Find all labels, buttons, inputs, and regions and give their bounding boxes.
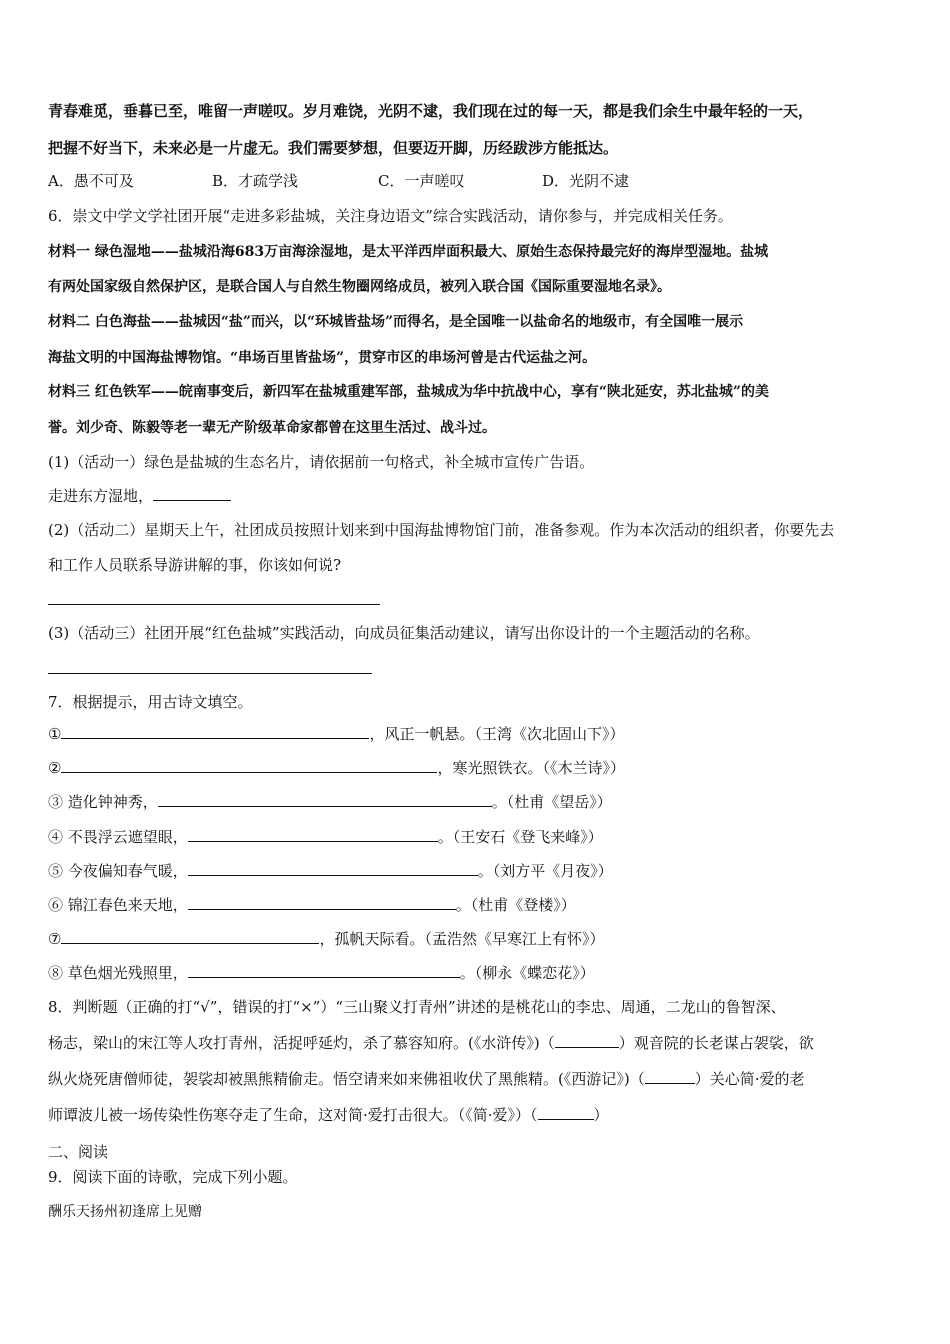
option-b[interactable]: B．才疏学浅: [212, 172, 299, 190]
q6-material-3b: 誉。刘少奇、陈毅等老一辈无产阶级革命家都曾在这里生活过、战斗过。: [48, 420, 496, 436]
q6-sub2b: 和工作人员联系导游讲解的事，你该如何说?: [48, 556, 342, 574]
q7-item-7-pre: ⑦: [48, 930, 62, 948]
q8-line-3-tail: ）关心简·爱的老: [694, 1070, 805, 1088]
q7-item-8-post: 。（柳永《蝶恋花》）: [459, 964, 595, 982]
q7-item-3-pre: ③ 造化钟神秀，: [48, 793, 158, 811]
poem-title: 酬乐天扬州初逢席上见赠: [48, 1204, 202, 1220]
q6-sub2-answer-blank[interactable]: [48, 604, 380, 605]
option-d[interactable]: D．光阴不逮: [542, 172, 630, 190]
q8-line-2: [48, 1032, 814, 1054]
q7-item-4-post: 。（王安石《登飞来峰》）: [437, 828, 603, 846]
q7-item-3-blank[interactable]: [158, 792, 492, 807]
q6-intro: 6．崇文中学文学社团开展“走进多彩盐城，关注身边语文”综合实践活动，请你参与，并完成相关任务。: [48, 207, 733, 225]
q6-material-3a: 材料三 红色铁军——皖南事变后，新四军在盐城重建军部，盐城成为华中抗战中心，享有“陕北延安，苏北盐城”的美: [48, 384, 769, 400]
q6-material-1a: 材料一 绿色湿地——盐城沿海683万亩海涂湿地，是太平洋西岸面积最大、原始生态保持最完好的海岸型湿地。盐城: [48, 244, 769, 260]
passage-line-2: 把握不好当下，未来必是一片虚无。我们需要梦想，但要迈开脚，历经跋涉方能抵达。: [48, 139, 619, 157]
q7-item-6-pre: ⑥ 锦江春色来天地，: [48, 896, 188, 914]
q6-sub3: (3)（活动三）社团开展“红色盐城”实践活动，向成员征集活动建议，请写出你设计的一个主题活动的名称。: [48, 624, 760, 642]
q7-item-4-blank[interactable]: [188, 827, 438, 842]
section-2-title: 二、阅读: [48, 1143, 109, 1161]
q9-intro: 9．阅读下面的诗歌，完成下列小题。: [48, 1168, 298, 1186]
q7-intro: 7．根据提示，用古诗文填空。: [48, 693, 253, 711]
q7-item-3-post: 。（杜甫《望岳》）: [491, 793, 612, 811]
q8-line-1: 8．判断题（正确的打“√”，错误的打“×”）“三山聚义打青州”讲述的是桃花山的李忠、周通，二龙山的鲁智深、: [48, 998, 786, 1016]
q6-sub1-answer-line: [48, 485, 231, 507]
q7-item-7: [48, 928, 604, 950]
q7-item-5-blank[interactable]: [188, 861, 478, 876]
q6-sub1: (1)（活动一）绿色是盐城的生态名片，请依据前一句格式，补全城市宣传广告语。: [48, 453, 595, 471]
q8-line-3: [48, 1068, 805, 1090]
q8-line-4-text: 师谭波儿被一场传染性伤寒夺走了生命，这对简·爱打击很大。（《简·爱》）（: [48, 1106, 538, 1124]
q6-material-2a: 材料二 白色海盐——盐城因“盐”而兴，以“环城皆盐场”而得名，是全国唯一以盐命名的地级市，有全国唯一展示: [48, 314, 744, 330]
q7-item-2-blank[interactable]: [61, 758, 437, 773]
option-c[interactable]: C．一声嗟叹: [378, 172, 465, 190]
q7-item-7-blank[interactable]: [61, 929, 319, 944]
option-a[interactable]: A．愚不可及: [48, 172, 134, 190]
q8-line-2-text: 杨志，梁山的宋江等人攻打青州，活捉呼延灼，杀了慕容知府。(《水浒传》)（: [48, 1034, 555, 1052]
q7-item-3: [48, 791, 612, 813]
q7-item-1-pre: ①: [48, 725, 62, 743]
q7-item-6-blank[interactable]: [188, 895, 456, 910]
q7-item-4: [48, 826, 603, 848]
q6-material-1b: 有两处国家级自然保护区，是联合国人与自然生物圈网络成员，被列入联合国《国际重要湿地名录》。: [48, 279, 671, 295]
q8-line-3-text: 纵火烧死唐僧师徒，袈裟却被黑熊精偷走。悟空请来如来佛祖收伏了黑熊精。(《西游记》)（: [48, 1070, 645, 1088]
q6-material-2b: 海盐文明的中国海盐博物馆。“串场百里皆盐场”，贯穿市区的串场河曾是古代运盐之河。: [48, 350, 597, 366]
q6-sub2a: (2)（活动二）星期天上午，社团成员按照计划来到中国海盐博物馆门前，准备参观。作为本次活动的组织者，你要先去: [48, 521, 835, 539]
q7-item-1: [48, 723, 624, 745]
q8-line-4-tail: ）: [593, 1106, 609, 1124]
q7-item-5-pre: ⑤ 今夜偏知春气暖，: [48, 862, 188, 880]
q7-item-7-post: ，孤帆天际看。（孟浩然《早寒江上有怀》）: [319, 930, 605, 948]
q7-item-2: [48, 757, 625, 779]
q7-item-1-post: ，风正一帆悬。（王湾《次北固山下》）: [369, 725, 625, 743]
q7-item-2-pre: ②: [48, 759, 62, 777]
q8-line-2-tail: ）观音院的长老谋占袈裟，欲: [618, 1034, 814, 1052]
q6-sub3-answer-blank[interactable]: [48, 673, 372, 674]
q7-item-6-post: 。（杜甫《登楼》）: [455, 896, 576, 914]
q7-item-5: [48, 860, 613, 882]
passage-line-1: 青春难觅，垂暮已至，唯留一声嗟叹。岁月难饶，光阴不逮，我们现在过的每一天，都是我们余生中最年轻的一天，: [48, 102, 814, 120]
q8-blank-2[interactable]: [645, 1069, 695, 1084]
q8-line-4: [48, 1104, 609, 1126]
q7-item-8: [48, 962, 595, 984]
q6-sub1-prefix: 走进东方湿地，: [48, 487, 154, 505]
q7-item-1-blank[interactable]: [61, 724, 369, 739]
q8-blank-3[interactable]: [538, 1105, 594, 1120]
q8-blank-1[interactable]: [555, 1033, 619, 1048]
q7-item-2-post: ，寒光照铁衣。（《木兰诗》）: [437, 759, 625, 777]
q6-sub1-blank[interactable]: [153, 486, 231, 501]
q7-item-8-blank[interactable]: [188, 963, 460, 978]
q7-item-4-pre: ④ 不畏浮云遮望眼，: [48, 828, 188, 846]
q7-item-6: [48, 894, 576, 916]
q7-item-5-post: 。（刘方平《月夜》）: [477, 862, 613, 880]
q7-item-8-pre: ⑧ 草色烟光残照里，: [48, 964, 188, 982]
